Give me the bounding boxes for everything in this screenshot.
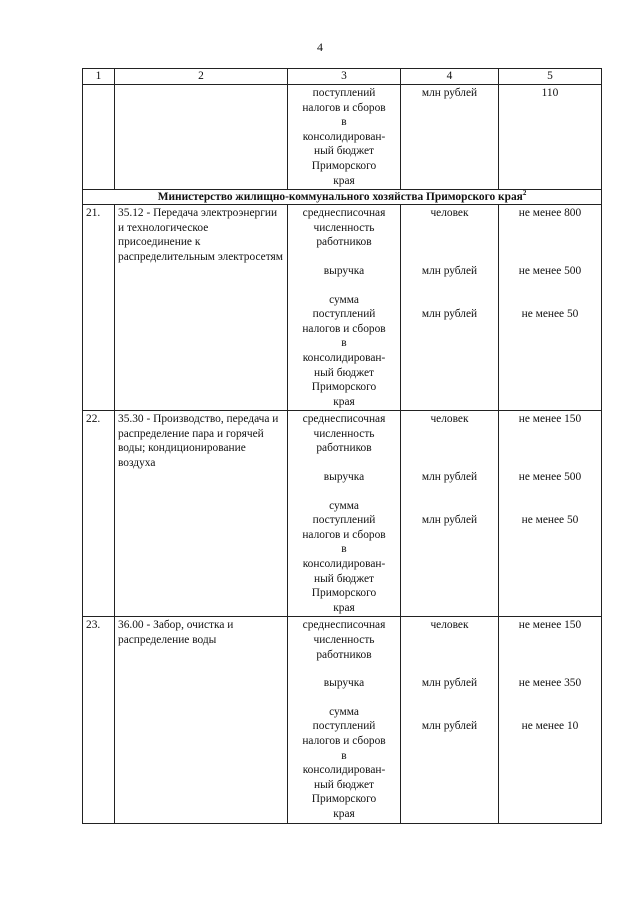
unit-text: млн рублей [421, 264, 478, 277]
indicator-line: поступлений [312, 308, 376, 321]
indicator-cell [288, 617, 401, 823]
indicator-line: в [341, 543, 347, 556]
row-number: 23. [83, 617, 115, 823]
column-header: 1 [83, 69, 115, 85]
unit-cell [401, 411, 499, 617]
indicator-line: в [341, 749, 347, 762]
section-title-cell [83, 190, 602, 205]
indicator-line: Приморского [311, 587, 377, 600]
indicator-cell [288, 411, 401, 617]
table-row [83, 205, 602, 411]
value-text: не менее 800 [518, 207, 582, 220]
indicator-line: края [333, 174, 355, 187]
indicator-line: поступлений [312, 87, 376, 99]
value-text: не менее 350 [518, 677, 582, 690]
indicator-line: численность [313, 634, 375, 646]
unit-text: млн рублей [421, 720, 478, 733]
indicator-line: Приморского [311, 159, 377, 172]
unit-text: млн рублей [421, 87, 478, 99]
column-header: 2 [115, 69, 288, 85]
section-header-row [83, 190, 602, 205]
indicator-line: края [333, 807, 355, 820]
indicator-line: налогов и сборов [302, 322, 386, 335]
indicator-line: среднесписочная [302, 619, 386, 632]
row-number-cell [83, 85, 115, 190]
indicator-line: сумма [329, 293, 359, 306]
indicator-line: среднесписочная [302, 413, 386, 426]
indicator-line: налогов и сборов [302, 528, 386, 541]
indicator-cell [288, 205, 401, 411]
indicator-line: ный бюджет [314, 778, 374, 791]
indicator-line: поступлений [312, 514, 376, 527]
value-cell [499, 205, 602, 411]
indicator-line: ный бюджет [314, 366, 374, 379]
row-number: 21. [83, 205, 115, 411]
table-row [83, 411, 602, 617]
indicator-line: выручка [323, 677, 365, 690]
activity-cell [115, 85, 288, 190]
indicator-line: сумма [329, 705, 359, 718]
unit-text: млн рублей [421, 308, 478, 321]
value-cell [499, 411, 602, 617]
unit-text: человек [430, 207, 469, 220]
indicator-line: работников [316, 236, 372, 249]
unit-cell [401, 85, 499, 190]
indicator-line: налогов и сборов [302, 734, 386, 747]
activity-description: 36.00 - Забор, очистка и распределение воды [115, 617, 288, 823]
unit-cell [401, 617, 499, 823]
value-text: не менее 50 [521, 514, 579, 527]
indicator-line: работников [316, 648, 372, 661]
indicator-line: работников [316, 442, 372, 455]
value-text: 110 [541, 87, 559, 99]
value-text: не менее 50 [521, 308, 579, 321]
value-text: не менее 500 [518, 264, 582, 277]
unit-text: человек [430, 619, 469, 632]
value-text: не менее 10 [521, 720, 579, 733]
indicator-line: поступлений [312, 720, 376, 733]
unit-cell [401, 205, 499, 411]
indicator-line: среднесписочная [302, 207, 386, 220]
indicator-line: выручка [323, 471, 365, 484]
column-header: 4 [401, 69, 499, 85]
unit-text: млн рублей [421, 471, 478, 484]
column-header: 3 [288, 69, 401, 85]
row-number: 22. [83, 411, 115, 617]
unit-text: человек [430, 413, 469, 426]
indicators-table [82, 68, 602, 824]
indicator-line: численность [313, 427, 375, 440]
indicator-cell [288, 85, 401, 190]
value-cell [499, 617, 602, 823]
section-title: Министерство жилищно-коммунального хозяйства Приморского края [157, 191, 523, 204]
indicator-line: консолидирован- [302, 558, 386, 571]
indicator-line: консолидирован- [302, 130, 386, 143]
value-text: не менее 150 [518, 619, 582, 632]
indicator-line: Приморского [311, 793, 377, 806]
unit-text: млн рублей [421, 677, 478, 690]
activity-description: 35.12 - Передача электроэнергии и технологическое присоединение к распределительным электросетям [115, 205, 288, 411]
activity-description: 35.30 - Производство, передача и распределение пара и горячей воды; кондиционирование воздуха [115, 411, 288, 617]
indicator-line: в [341, 116, 347, 129]
indicator-line: ный бюджет [314, 145, 374, 158]
indicator-line: налогов и сборов [302, 101, 386, 114]
indicator-line: выручка [323, 264, 365, 277]
footnote-marker: 2 [522, 189, 527, 198]
value-text: не менее 150 [518, 413, 582, 426]
indicator-line: края [333, 601, 355, 614]
page-number: 4 [317, 40, 323, 54]
indicator-line: численность [313, 221, 375, 234]
value-text: не менее 500 [518, 471, 582, 484]
indicator-line: сумма [329, 499, 359, 512]
table-row [83, 617, 602, 823]
unit-text: млн рублей [421, 514, 478, 527]
indicator-line: края [333, 395, 355, 408]
indicator-line: ный бюджет [314, 572, 374, 585]
value-cell [499, 85, 602, 190]
carry-over-row [83, 85, 602, 190]
indicator-line: консолидирован- [302, 764, 386, 777]
indicator-line: в [341, 337, 347, 350]
column-header: 5 [499, 69, 602, 85]
indicator-line: Приморского [311, 381, 377, 394]
table-header-row [83, 69, 602, 85]
indicator-line: консолидирован- [302, 351, 386, 364]
